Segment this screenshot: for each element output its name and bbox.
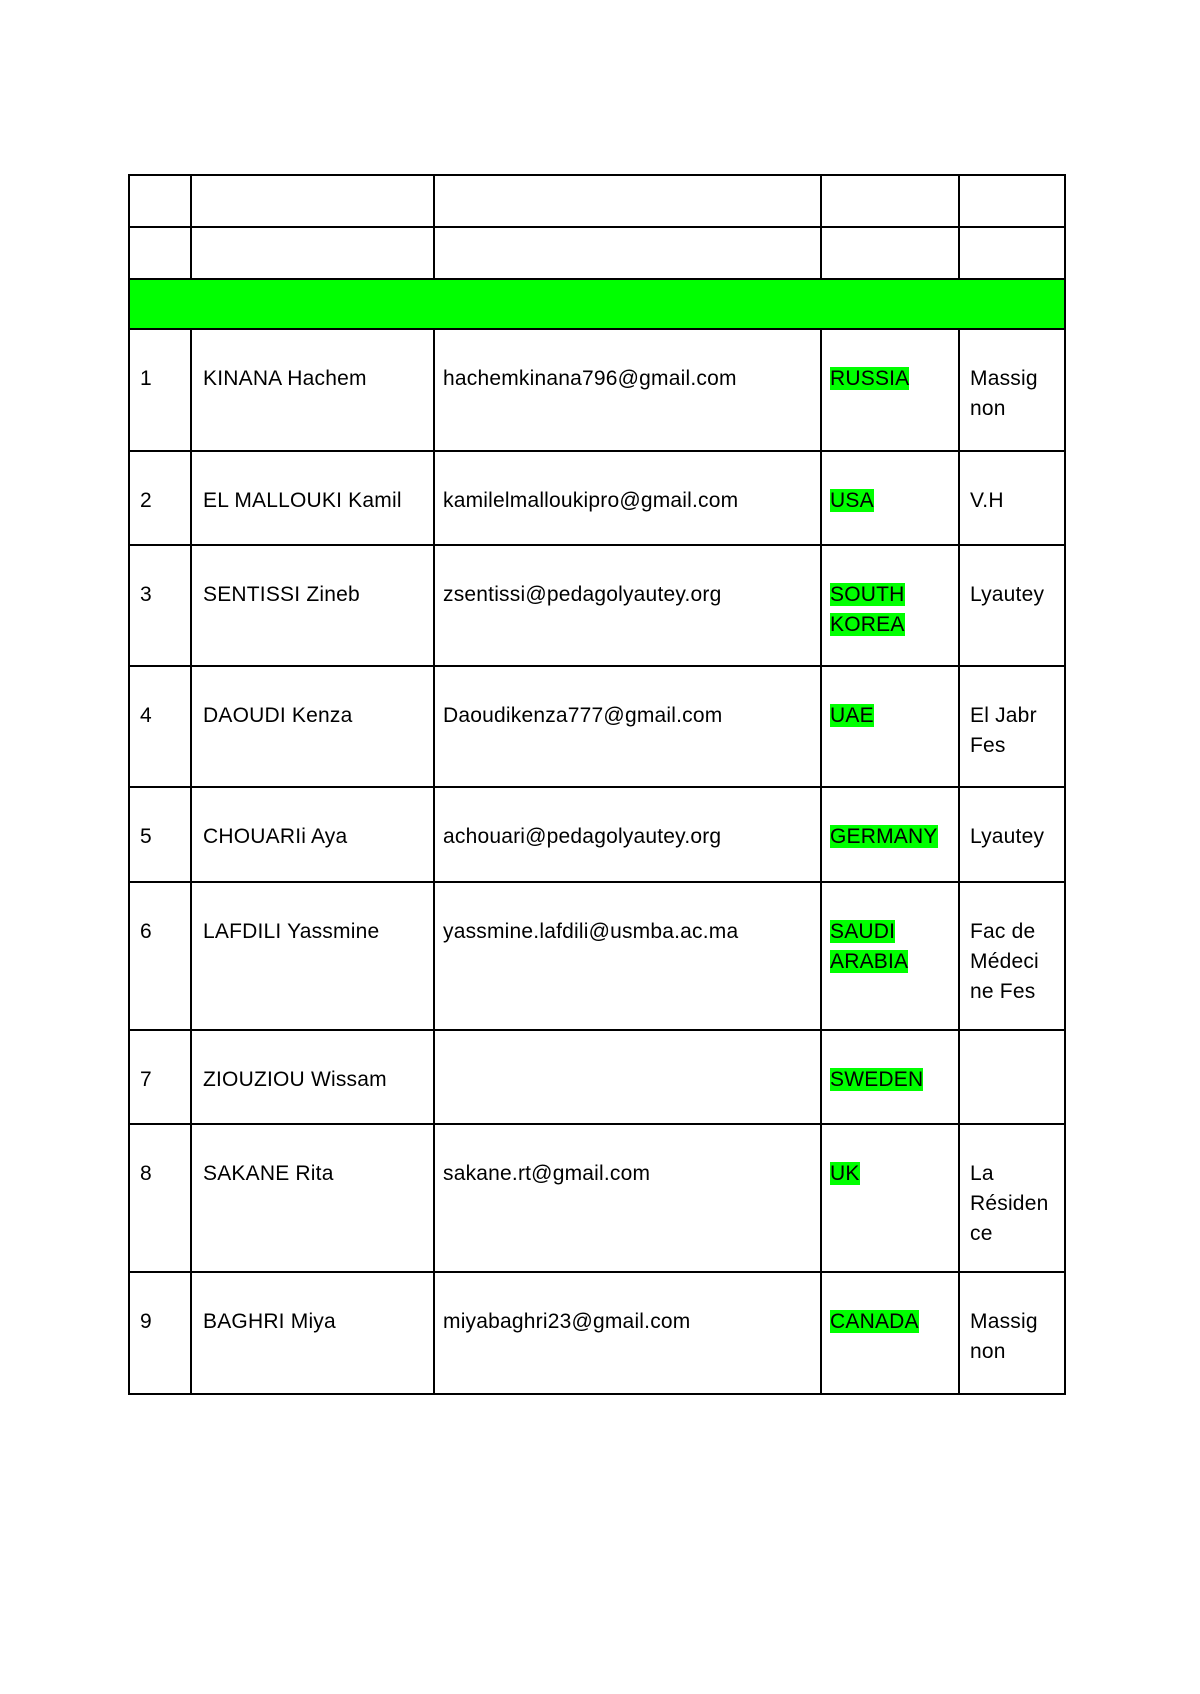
- place-text: Massig non: [970, 1310, 1038, 1363]
- place-cell: [959, 1272, 1065, 1394]
- country-cell: [821, 882, 959, 1030]
- table-row: [129, 1124, 1065, 1272]
- empty-cell: [434, 227, 821, 279]
- email-cell: [434, 1030, 821, 1124]
- row-number: 1: [140, 367, 152, 390]
- email-cell: [434, 666, 821, 787]
- row-number-cell: [129, 882, 191, 1030]
- empty-cell: [129, 175, 191, 227]
- email-cell: [434, 882, 821, 1030]
- place-cell: [959, 451, 1065, 545]
- student-name: BAGHRI Miya: [203, 1310, 336, 1333]
- empty-cell: [129, 227, 191, 279]
- row-number-cell: [129, 666, 191, 787]
- table-row: [129, 666, 1065, 787]
- empty-header-row-1: [129, 175, 1065, 227]
- country-highlight: USA: [830, 489, 874, 512]
- empty-cell: [959, 175, 1065, 227]
- table-row: [129, 545, 1065, 666]
- name-cell: [191, 882, 434, 1030]
- email-cell: [434, 545, 821, 666]
- place-text: Fac de Médeci ne Fes: [970, 920, 1039, 1003]
- table-row: [129, 1272, 1065, 1394]
- name-cell: [191, 666, 434, 787]
- name-cell: [191, 329, 434, 451]
- student-email: [435, 1031, 820, 1065]
- row-number: 9: [140, 1310, 152, 1333]
- student-email: miyabaghri23@gmail.com: [443, 1310, 691, 1333]
- data-rows: [129, 329, 1065, 1394]
- country-cell: [821, 1124, 959, 1272]
- student-name: SAKANE Rita: [203, 1162, 334, 1185]
- name-cell: [191, 1272, 434, 1394]
- student-name: LAFDILI Yassmine: [203, 920, 380, 943]
- row-number: 5: [140, 825, 152, 848]
- empty-cell: [191, 175, 434, 227]
- country-cell: [821, 1272, 959, 1394]
- country-highlight: UAE: [830, 704, 874, 727]
- name-cell: [191, 1124, 434, 1272]
- student-email: Daoudikenza777@gmail.com: [443, 704, 723, 727]
- name-cell: [191, 1030, 434, 1124]
- country-cell: [821, 666, 959, 787]
- email-cell: [434, 329, 821, 451]
- row-number: 6: [140, 920, 152, 943]
- country-cell: [821, 451, 959, 545]
- row-number: 7: [140, 1068, 152, 1091]
- row-number: 2: [140, 489, 152, 512]
- country-cell: [821, 1030, 959, 1124]
- student-name: DAOUDI Kenza: [203, 704, 353, 727]
- row-number-cell: [129, 545, 191, 666]
- empty-header-row-2: [129, 227, 1065, 279]
- empty-cell: [821, 227, 959, 279]
- place-text: V.H: [970, 489, 1004, 512]
- student-name: ZIOUZIOU Wissam: [203, 1068, 387, 1091]
- place-cell: [959, 666, 1065, 787]
- students-table: [128, 174, 1066, 1395]
- place-cell: [959, 787, 1065, 882]
- place-text: El Jabr Fes: [970, 704, 1037, 757]
- table-row: [129, 787, 1065, 882]
- name-cell: [191, 545, 434, 666]
- country-highlight: CANADA: [830, 1310, 919, 1333]
- country-cell: [821, 787, 959, 882]
- email-cell: [434, 1124, 821, 1272]
- empty-cell: [959, 227, 1065, 279]
- place-text: Lyautey: [970, 825, 1045, 848]
- student-name: KINANA Hachem: [203, 367, 367, 390]
- country-cell: [821, 329, 959, 451]
- empty-cell: [434, 175, 821, 227]
- green-banner-row: [129, 279, 1065, 329]
- place-cell: [959, 329, 1065, 451]
- row-number-cell: [129, 451, 191, 545]
- student-name: CHOUARIi Aya: [203, 825, 348, 848]
- row-number-cell: [129, 1272, 191, 1394]
- table-row: [129, 1030, 1065, 1124]
- place-text: Massig non: [970, 367, 1038, 420]
- row-number-cell: [129, 329, 191, 451]
- country-highlight: UK: [830, 1162, 860, 1185]
- name-cell: [191, 451, 434, 545]
- green-banner: [129, 279, 1065, 329]
- row-number: 8: [140, 1162, 152, 1185]
- student-email: sakane.rt@gmail.com: [443, 1162, 651, 1185]
- student-email: achouari@pedagolyautey.org: [443, 825, 722, 848]
- student-email: kamilelmalloukipro@gmail.com: [443, 489, 739, 512]
- place-cell: [959, 882, 1065, 1030]
- table-row: [129, 451, 1065, 545]
- student-name: EL MALLOUKI Kamil: [203, 489, 402, 512]
- country-highlight: GERMANY: [830, 825, 938, 848]
- empty-cell: [191, 227, 434, 279]
- student-email: zsentissi@pedagolyautey.org: [443, 583, 722, 606]
- row-number: 3: [140, 583, 152, 606]
- place-text: La Résiden ce: [970, 1162, 1049, 1245]
- place-cell: [959, 1030, 1065, 1124]
- email-cell: [434, 451, 821, 545]
- place-cell: [959, 545, 1065, 666]
- country-highlight: SWEDEN: [830, 1068, 924, 1091]
- email-cell: [434, 787, 821, 882]
- email-cell: [434, 1272, 821, 1394]
- country-highlight: SOUTH KOREA: [830, 583, 905, 636]
- country-cell: [821, 545, 959, 666]
- name-cell: [191, 787, 434, 882]
- row-number-cell: [129, 1030, 191, 1124]
- table-row: [129, 882, 1065, 1030]
- table-row: [129, 329, 1065, 451]
- row-number-cell: [129, 787, 191, 882]
- place-cell: [959, 1124, 1065, 1272]
- place-text: Lyautey: [970, 583, 1045, 606]
- student-name: SENTISSI Zineb: [203, 583, 360, 606]
- empty-cell: [821, 175, 959, 227]
- country-highlight: RUSSIA: [830, 367, 910, 390]
- student-email: yassmine.lafdili@usmba.ac.ma: [443, 920, 739, 943]
- student-email: hachemkinana796@gmail.com: [443, 367, 737, 390]
- row-number-cell: [129, 1124, 191, 1272]
- country-highlight: SAUDI ARABIA: [830, 920, 909, 973]
- place-text: [960, 1031, 1064, 1065]
- row-number: 4: [140, 704, 152, 727]
